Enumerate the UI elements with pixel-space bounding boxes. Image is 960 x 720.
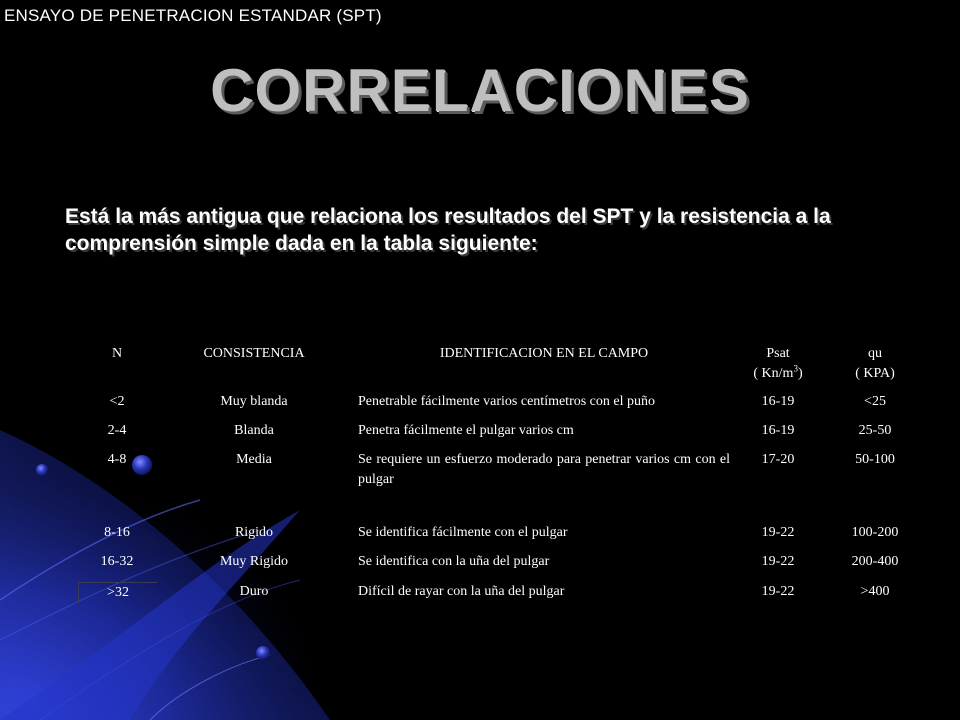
header-consistencia: CONSISTENCIA bbox=[203, 346, 305, 361]
cell-qu: 100-200 bbox=[851, 525, 899, 540]
cell-n: 16-32 bbox=[100, 554, 134, 569]
cell-n: >32 bbox=[78, 582, 157, 603]
header-psat-close: ) bbox=[797, 366, 803, 381]
header-psat-unit: ( Kn/m bbox=[753, 366, 794, 381]
cell-n: 8-16 bbox=[104, 525, 130, 540]
cell-identificacion: Penetra fácilmente el pulgar varios cm bbox=[358, 423, 574, 438]
cell-qu: 200-400 bbox=[851, 554, 899, 569]
cell-identificacion: Se identifica fácilmente con el pulgar bbox=[358, 525, 568, 540]
cell-identificacion: Se requiere un esfuerzo moderado para penetrar varios cm con el pulgar bbox=[358, 452, 730, 487]
cell-qu: 50-100 bbox=[855, 452, 895, 467]
cell-n: 2-4 bbox=[107, 423, 127, 438]
cell-psat: 16-19 bbox=[761, 423, 795, 438]
cell-qu: <25 bbox=[864, 394, 886, 409]
cell-qu: >400 bbox=[860, 584, 890, 599]
cell-consistencia: Muy Rigido bbox=[219, 554, 289, 569]
header-psat-line1: Psat bbox=[766, 346, 790, 361]
slide-title: CORRELACIONES bbox=[210, 57, 750, 124]
header-identificacion: IDENTIFICACION EN EL CAMPO bbox=[439, 346, 649, 361]
cell-consistencia: Blanda bbox=[234, 423, 274, 438]
cell-qu: 25-50 bbox=[858, 423, 892, 438]
cell-psat: 19-22 bbox=[761, 525, 795, 540]
cell-psat: 19-22 bbox=[761, 554, 795, 569]
cell-psat: 17-20 bbox=[761, 452, 795, 467]
slide-header: ENSAYO DE PENETRACION ESTANDAR (SPT) bbox=[4, 6, 382, 25]
cell-identificacion: Penetrable fácilmente varios centímetros con el puño bbox=[358, 394, 656, 409]
cell-n: <2 bbox=[109, 394, 125, 409]
header-qu-line1: qu bbox=[868, 346, 882, 361]
header-qu-line2: ( KPA) bbox=[855, 366, 895, 381]
header-psat bbox=[743, 344, 813, 384]
cell-n: 4-8 bbox=[107, 452, 127, 467]
cell-identificacion: Difícil de rayar con la uña del pulgar bbox=[358, 584, 565, 599]
header-psat-line2 bbox=[743, 364, 813, 384]
header-n: N bbox=[111, 346, 123, 361]
intro-paragraph: Está la más antigua que relaciona los resultados del SPT y la resistencia a la comprensión simple dada en la tabla siguiente: bbox=[65, 205, 831, 255]
header-psat-sup: 3 bbox=[793, 363, 798, 374]
header-qu bbox=[836, 344, 914, 384]
cell-consistencia: Duro bbox=[239, 584, 269, 599]
cell-consistencia: Muy blanda bbox=[220, 394, 288, 409]
cell-consistencia: Media bbox=[236, 452, 272, 467]
cell-consistencia: Rigido bbox=[234, 525, 274, 540]
cell-psat: 16-19 bbox=[761, 394, 795, 409]
cell-identificacion: Se identifica con la uña del pulgar bbox=[358, 554, 550, 569]
cell-psat: 19-22 bbox=[761, 584, 795, 599]
